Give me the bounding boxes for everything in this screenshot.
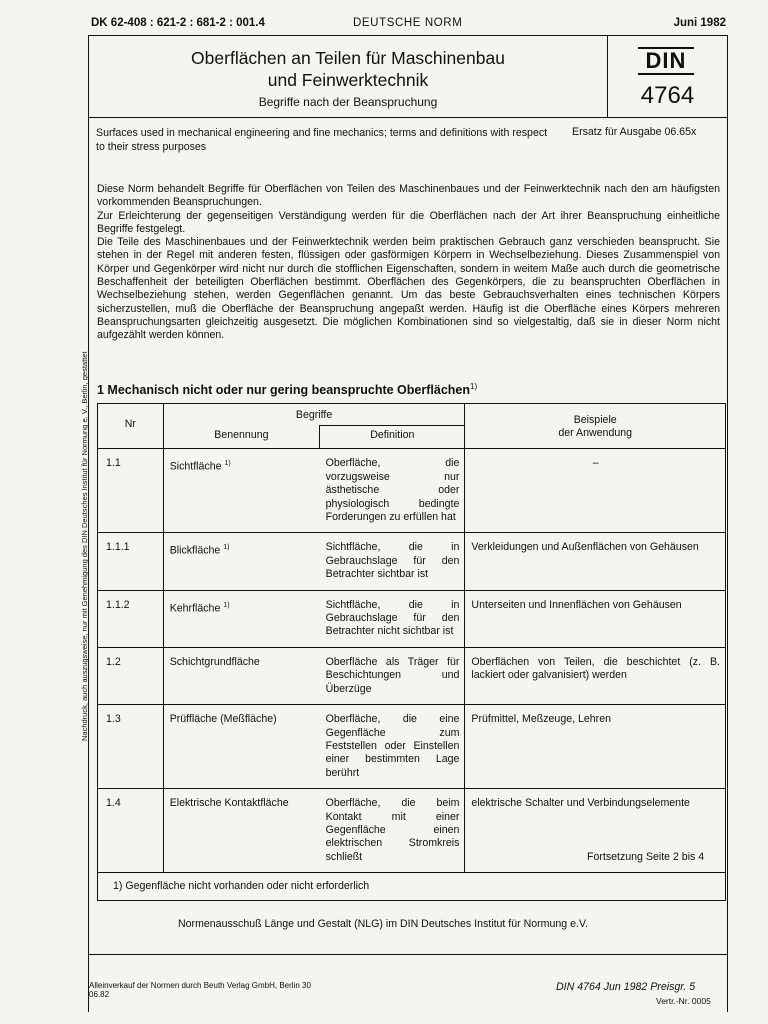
- title-header: [88, 35, 728, 118]
- top-row: [91, 17, 726, 31]
- header-definition: Definition: [320, 426, 465, 449]
- header-benennung: Benennung: [163, 426, 319, 449]
- publisher-line: Alleinverkauf der Normen durch Beuth Verlag GmbH, Berlin 30: [89, 981, 311, 990]
- term-name: Schichtgrundfläche: [169, 655, 260, 668]
- table-footnote-row: [98, 873, 726, 901]
- cell-nr: 1.2: [98, 647, 164, 704]
- table-row: [98, 449, 726, 533]
- term-footnote-mark: 1): [223, 544, 230, 552]
- term-footnote-mark: 1): [224, 460, 231, 468]
- cell-beispiele: –: [465, 449, 726, 533]
- introduction: [97, 183, 720, 343]
- term-name: Sichtfläche: [169, 460, 222, 473]
- table-header-row: [98, 404, 726, 426]
- intro-paragraph: Diese Norm behandelt Begriffe für Oberflächen von Teilen des Maschinenbaues und der Feinwerktechnik nach den am häufigsten vorkommenden Beanspruchungen.: [97, 183, 720, 209]
- header-begriffe: Begriffe: [163, 404, 465, 426]
- term-footnote-mark: 1): [223, 601, 230, 609]
- cell-benennung: [163, 705, 319, 789]
- cell-benennung: [163, 590, 319, 647]
- publisher-date: 06.82: [89, 990, 110, 999]
- cell-nr: 1.1.1: [98, 533, 164, 590]
- cell-nr: 1.4: [98, 789, 164, 873]
- section-heading: [97, 382, 477, 397]
- cell-benennung: [163, 647, 319, 704]
- cell-definition: Oberfläche, die beim Kontakt mit einer Gegenfläche einen elektrischen Stromkreis schließt: [320, 789, 465, 873]
- table-footnote: 1) Gegenfläche nicht vorhanden oder nicht erforderlich: [98, 873, 726, 901]
- din-box: [608, 36, 727, 117]
- cell-benennung: [163, 533, 319, 590]
- norm-label: DEUTSCHE NORM: [353, 17, 463, 29]
- section-title: 1 Mechanisch nicht oder nur gering beanspruchte Oberflächen: [97, 383, 470, 398]
- publisher-note: [89, 981, 311, 999]
- cell-definition: Oberfläche als Träger für Beschichtungen und Überzüge: [320, 647, 465, 704]
- cell-definition: Sichtfläche, die in Gebrauchslage für den Betrachter nicht sichtbar ist: [320, 590, 465, 647]
- reprint-notice: Nachdruck, auch auszugsweise, nur mit Genehmigung des DIN Deutsches Institut für Normung e. V., Berlin, gestattet: [80, 351, 89, 741]
- table-row: [98, 647, 726, 704]
- title-line-1: Oberflächen an Teilen für Maschinenbau: [191, 48, 505, 68]
- header-beispiele-line2: der Anwendung: [558, 427, 633, 440]
- term-name: Elektrische Kontaktfläche: [169, 797, 289, 810]
- cell-nr: 1.3: [98, 705, 164, 789]
- header-beispiele-line1: Beispiele: [573, 414, 617, 426]
- standard-number: 4764: [640, 82, 695, 109]
- intro-paragraph: Zur Erleichterung der gegenseitigen Verständigung werden für die Oberflächen nach der Art ihrer Beanspruchung einheitliche Begriffe festgelegt.: [97, 209, 720, 235]
- issue-date: Juni 1982: [673, 17, 726, 29]
- terms-table: [97, 403, 726, 901]
- cell-definition: Oberfläche, die vorzugsweise nur ästhetische oder physiologisch bedingte Forderungen zu erfüllen hat: [320, 449, 465, 533]
- cell-benennung: [163, 789, 319, 873]
- replacement-note: Ersatz für Ausgabe 06.65x: [572, 126, 697, 138]
- header-beispiele: [465, 404, 726, 449]
- title-box: [89, 36, 608, 117]
- cell-beispiele: elektrische Schalter und Verbindungselemente: [465, 789, 726, 873]
- cell-nr: 1.1.2: [98, 590, 164, 647]
- cell-beispiele: Oberflächen von Teilen, die beschichtet (z. B. lackiert oder galvanisiert) werden: [465, 647, 726, 704]
- classification-code: DK 62-408 : 621-2 : 681-2 : 001.4: [91, 17, 265, 29]
- term-name: Prüffläche (Meßfläche): [169, 713, 277, 726]
- term-name: Kehrfläche: [169, 602, 221, 615]
- header-nr: Nr: [98, 404, 164, 449]
- cell-beispiele: Unterseiten und Innenflächen von Gehäusen: [465, 590, 726, 647]
- english-title: Surfaces used in mechanical engineering and fine mechanics; terms and definitions with respect to their stress purposes: [96, 127, 548, 153]
- footer-reference: DIN 4764 Jun 1982 Preisgr. 5: [556, 981, 696, 993]
- cell-beispiele: Prüfmittel, Meßzeuge, Lehren: [465, 705, 726, 789]
- din-logo: DIN: [638, 47, 694, 75]
- section-footnote-mark: 1): [470, 382, 478, 391]
- cell-beispiele: Verkleidungen und Außenflächen von Gehäusen: [465, 533, 726, 590]
- term-name: Blickfläche: [169, 544, 221, 557]
- cell-nr: 1.1: [98, 449, 164, 533]
- title-line-2: und Feinwerktechnik: [267, 70, 429, 90]
- sales-number: Vertr.-Nr. 0005: [656, 996, 711, 1006]
- table-row: [98, 590, 726, 647]
- table-row: [98, 533, 726, 590]
- intro-paragraph: Die Teile des Maschinenbaues und der Feinwerktechnik werden beim praktischen Gebrauch ganz verschieden beansprucht. Sie stehen in der Regel mit anderen festen, flüssigen oder gasförmigen Körpern in Wechselbeziehung. Dieses Zusammenspiel von Körper und Gegenkörper wird nicht nur durch die stofflichen Eigenschaften, sondern in weitem Maße auch durch die geometrische Beschaffenheit der beteiligten Oberflächen bestimmt. Oberflächen des Gegenkörpers, die zu beanspruchten Oberflächen in Wechselbeziehung stehen, werden Gegenflächen genannt. Um das beste Gebrauchsverhalten eines technischen Körpers sicherzustellen, muß die Oberfläche der Beanspruchung angepaßt werden. Häufig ist die Oberfläche eines Körpers mehreren Beanspruchungsarten gleichzeitig ausgesetzt. Die möglichen Kombinationen sind so vielgestaltig, daß sie in dieser Norm nicht aufgezählt werden können.: [97, 236, 720, 342]
- cell-benennung: [163, 449, 319, 533]
- footer-divider: [88, 954, 728, 955]
- cell-definition: Oberfläche, die eine Gegenfläche zum Feststellen oder Einstellen einer bestimmten Lage berührt: [320, 705, 465, 789]
- cell-definition: Sichtfläche, die in Gebrauchslage für den Betrachter sichtbar ist: [320, 533, 465, 590]
- table-row: [98, 705, 726, 789]
- subtitle: Begriffe nach der Beanspruchung: [258, 95, 438, 109]
- committee-note: Normenausschuß Länge und Gestalt (NLG) im DIN Deutsches Institut für Normung e.V.: [178, 918, 589, 930]
- continuation-note: Fortsetzung Seite 2 bis 4: [587, 851, 705, 863]
